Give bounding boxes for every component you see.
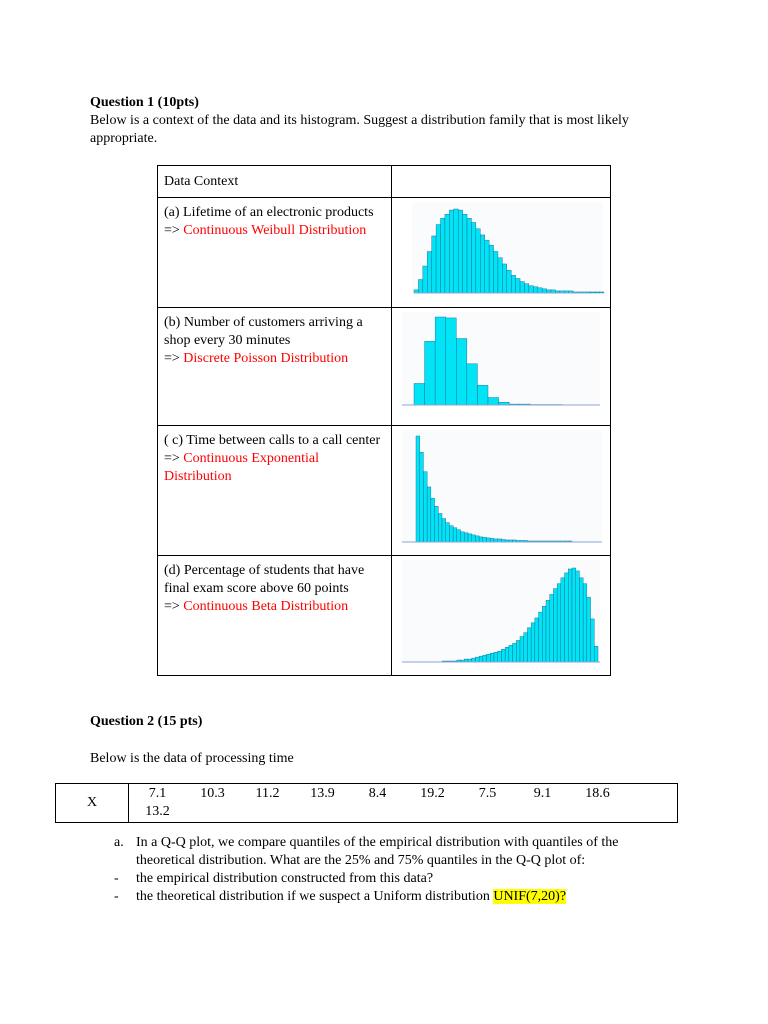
histogram-bar (472, 535, 476, 542)
histogram-bar (498, 651, 502, 662)
processing-time-table (55, 783, 678, 823)
histogram-bar (471, 222, 475, 293)
histogram-bar (561, 578, 565, 662)
histogram-bar (594, 646, 598, 662)
histogram-cell-d (392, 556, 611, 676)
histogram-bar (487, 538, 491, 542)
histogram-bar (487, 654, 491, 662)
histogram-bar (454, 209, 458, 293)
histogram-bar (416, 436, 420, 542)
histogram-bar (579, 578, 583, 662)
context-text: ( c) Time between calls to a call center (164, 433, 381, 448)
histogram-bar (533, 287, 537, 293)
histogram-bar (436, 225, 440, 293)
histogram-bar (505, 647, 509, 662)
histogram-bar (467, 364, 478, 405)
x-label: X (86, 795, 98, 810)
histogram-bar (438, 513, 442, 542)
histogram-bar (441, 218, 445, 293)
histogram-bar (446, 318, 457, 405)
histogram-bar (463, 214, 467, 293)
list-item: - the empirical distribution constructed from this data? (114, 871, 434, 886)
histogram-bar (546, 600, 550, 662)
arrow-prefix: => (164, 599, 184, 614)
histogram-cell-c (392, 426, 611, 556)
histogram-bar (445, 214, 449, 293)
histogram-bar (507, 270, 511, 293)
histogram-bar (489, 245, 493, 293)
histogram-bar (425, 341, 436, 405)
part-a-bullets (114, 870, 674, 906)
histogram-bar (472, 658, 476, 662)
context-text: (b) Number of customers arriving a shop every 30 minutes (164, 315, 363, 348)
histogram-bar (516, 278, 520, 293)
answer-text: Continuous Weibull Distribution (183, 223, 367, 238)
histogram-bar (442, 519, 446, 542)
x-value: 19.2 (420, 786, 445, 801)
histogram-bar (467, 218, 471, 293)
histogram-bar (458, 210, 462, 293)
histogram-bar (583, 584, 587, 662)
context-row-a (158, 198, 392, 308)
answer-text: Continuous Beta Distribution (183, 599, 349, 614)
histogram-bar (449, 210, 453, 293)
bullet-text: the theoretical distribution if we suspect a Uniform distribution (136, 889, 494, 904)
histogram-bar (542, 289, 546, 293)
histogram-bar (461, 532, 465, 542)
poisson-histogram (392, 308, 610, 424)
histogram-bar (427, 252, 431, 293)
arrow-prefix: => (164, 351, 184, 366)
x-value: 7.5 (478, 786, 497, 801)
context-text: (d) Percentage of students that have final exam score above 60 points (164, 563, 365, 596)
histogram-bar (456, 339, 467, 405)
x-values-cell (129, 784, 678, 823)
beta-histogram (392, 556, 610, 674)
histogram-bar (591, 619, 595, 662)
histogram-bar (427, 487, 431, 542)
histogram-bar (539, 612, 543, 662)
x-value: 8.4 (368, 786, 387, 801)
context-text: (a) Lifetime of an electronic products (164, 205, 374, 220)
exponential-histogram (392, 426, 610, 554)
answer-text: Discrete Poisson Distribution (183, 351, 349, 366)
context-row-b (158, 308, 392, 426)
histogram-bar (553, 589, 557, 662)
histogram-bar (418, 280, 422, 293)
histogram-bar (538, 288, 542, 293)
histogram-bar (479, 537, 483, 542)
histogram-bar (468, 534, 472, 542)
bullet-text: the empirical distribution constructed from this data? (136, 871, 434, 886)
histogram-bar (527, 628, 531, 662)
histogram-bar (513, 643, 517, 662)
table-header-empty-cell (392, 166, 611, 198)
histogram-bar (420, 452, 424, 542)
histogram-bar (464, 533, 468, 542)
question-1-title: Question 1 (10pts) (90, 95, 199, 110)
histogram-bar (488, 398, 499, 405)
histogram-bar (501, 649, 505, 662)
histogram-bar (423, 472, 427, 542)
histogram-bar (494, 652, 498, 662)
list-item: - the theoretical distribution if we suspect a Uniform distribution UNIF(7,20)? (114, 889, 567, 904)
histogram-bar (509, 645, 513, 662)
data-context-table (157, 165, 611, 676)
x-value: 13.9 (310, 786, 335, 801)
histogram-bar (576, 571, 580, 662)
weibull-histogram (392, 198, 610, 306)
histogram-bar (449, 526, 453, 542)
histogram-bar (494, 252, 498, 293)
table-header-cell (158, 166, 392, 198)
arrow-prefix: => (164, 223, 184, 238)
histogram-bar (502, 264, 506, 293)
histogram-bar (475, 657, 479, 662)
histogram-bar (457, 530, 461, 542)
context-row-d (158, 556, 392, 676)
x-value: 11.2 (255, 786, 280, 801)
question-2-title: Question 2 (15 pts) (90, 714, 203, 729)
histogram-bar (490, 538, 494, 542)
highlighted-distribution: UNIF(7,20)? (493, 889, 567, 904)
histogram-bar (524, 284, 528, 293)
table-header-label: Data Context (164, 174, 239, 189)
context-row-c (158, 426, 392, 556)
histogram-bar (476, 229, 480, 293)
histogram-bar (531, 623, 535, 662)
histogram-bar (483, 655, 487, 662)
histogram-bar (432, 236, 436, 293)
histogram-bar (431, 498, 435, 542)
histogram-bar (587, 597, 591, 662)
histogram-bar (595, 292, 599, 293)
question-2-intro: Below is the data of processing time (90, 751, 294, 766)
histogram-bar (565, 573, 569, 662)
histogram-bar (568, 569, 572, 662)
histogram-bar (524, 633, 528, 662)
histogram-bar (535, 618, 539, 662)
histogram-bar (453, 528, 457, 542)
histogram-bar (542, 606, 546, 662)
histogram-bar (480, 235, 484, 293)
part-a-marker: a. (114, 835, 124, 850)
histogram-bar (479, 656, 483, 662)
histogram-bar (475, 536, 479, 542)
x-value: 7.1 (148, 786, 167, 801)
arrow-prefix: => (164, 451, 184, 466)
histogram-bar (511, 275, 515, 293)
histogram-bar (498, 258, 502, 293)
histogram-bar (572, 568, 576, 662)
histogram-bar (414, 383, 425, 405)
histogram-bar (435, 317, 446, 405)
x-value: 18.6 (585, 786, 610, 801)
histogram-bar (490, 653, 494, 662)
histogram-bar (557, 584, 561, 662)
x-value: 9.1 (533, 786, 552, 801)
answer-text: Continuous Exponential Distribution (164, 451, 320, 484)
histogram-bar (520, 282, 524, 293)
histogram-bar (529, 286, 533, 293)
histogram-bar (485, 240, 489, 293)
histogram-cell-a (392, 198, 611, 308)
question-1-intro: Below is a context of the data and its histogram. Suggest a distribution family that is most likely appropriate. (90, 113, 629, 146)
histogram-bar (423, 266, 427, 293)
histogram-bar (550, 594, 554, 662)
histogram-bar (446, 523, 450, 542)
histogram-bar (483, 537, 487, 542)
part-a-text: In a Q-Q plot, we compare quantiles of the empirical distribution with quantiles of the theoretical distribution. What are the 25% and 75% quantiles in the Q-Q plot of: (136, 835, 619, 868)
x-value: 13.2 (145, 804, 170, 819)
histogram-bar (477, 385, 488, 405)
x-value: 10.3 (200, 786, 225, 801)
histogram-bar (520, 637, 524, 662)
histogram-bar (435, 506, 439, 542)
histogram-bar (516, 640, 520, 662)
histogram-bar (600, 292, 604, 293)
histogram-cell-b (392, 308, 611, 426)
x-header-cell (56, 784, 129, 823)
histogram-bar (591, 292, 595, 293)
